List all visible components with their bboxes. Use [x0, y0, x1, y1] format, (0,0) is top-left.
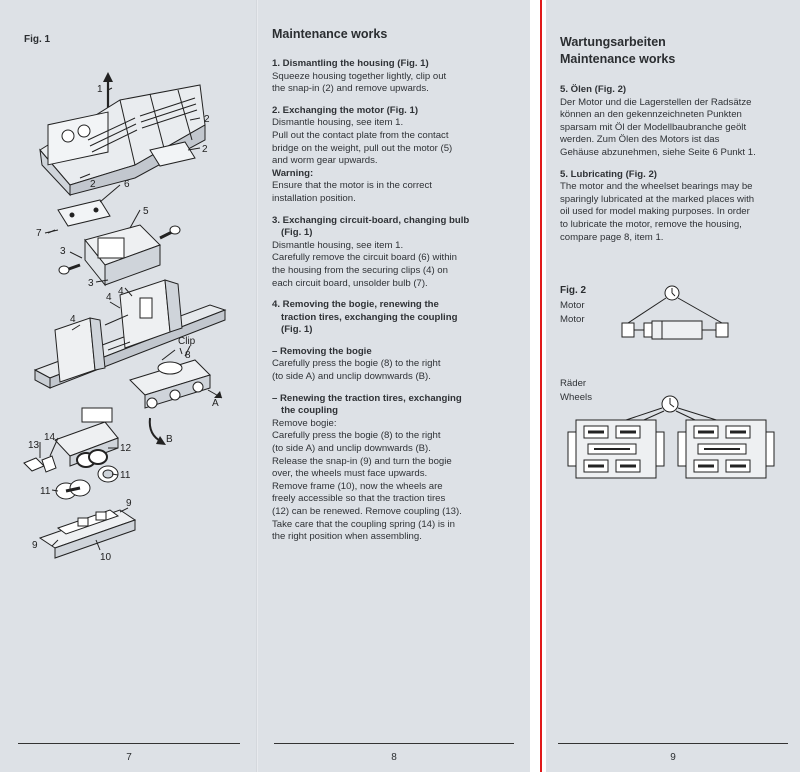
section-heading-line: traction tires, exchanging the coupling [281, 311, 458, 323]
body-text-line: and worm gear upwards. [272, 155, 378, 167]
callout-label: A [212, 398, 219, 409]
locomotive-housing [40, 85, 205, 195]
section-heading-line: – Renewing the traction tires, exchanging [272, 392, 462, 404]
page-9-rule [558, 743, 788, 744]
callout-label: 2 [202, 144, 208, 155]
body-text-line: (to side A) and unclip downwards (B). [272, 443, 431, 455]
right-bogie-plan [678, 420, 774, 478]
section-heading-line: (Fig. 1) [281, 324, 313, 336]
body-text-line: Carefully remove the circuit board (6) within [272, 252, 458, 264]
body-text-line: Remove frame (10), now the wheels are [272, 480, 443, 492]
page-9-body [560, 84, 796, 244]
callout-label: 7 [36, 228, 42, 239]
body-text-line: sparingly lubricated at the marked places with [560, 193, 755, 205]
bogie-8 [130, 346, 222, 445]
page-number-7: 7 [126, 752, 132, 763]
callout-label: Clip [178, 336, 196, 347]
body-text-line: oil used for model making purposes. In order [560, 206, 750, 218]
page-number-8: 8 [391, 752, 397, 763]
page-boundary-line [540, 0, 542, 772]
body-text-line: Carefully press the bogie (8) to the right [272, 430, 441, 442]
body-text-line: the right position when assembling. [272, 531, 422, 543]
body-text-line: Remove bogie: [272, 417, 337, 429]
paragraph-spacer [272, 290, 522, 299]
section-heading-line: Warning: [272, 167, 314, 179]
paragraph-spacer [560, 160, 796, 169]
page-8-rule [274, 743, 514, 744]
page-8-body [272, 58, 522, 544]
section-heading-line: (Fig. 1) [281, 227, 313, 239]
wheelset-lubrication-diagram [564, 390, 800, 482]
callout-label: 2 [90, 179, 96, 190]
body-text-line: to lubricate the motor, remove the housing, [560, 218, 742, 230]
body-text-line: Gehäuse abzunehmen, siehe Seite 6 Punkt 1. [560, 146, 756, 158]
callout-label: 11 [120, 470, 131, 481]
body-text-line: Dismantle housing, see item 1. [272, 239, 404, 251]
section-heading-line: – Removing the bogie [272, 345, 372, 357]
callout-label: 9 [126, 498, 132, 509]
paragraph-spacer [272, 96, 522, 105]
page-9-title-de: Wartungsarbeiten [560, 35, 666, 49]
page-7 [0, 0, 258, 772]
body-text-line: (12) can be renewed. Remove coupling (13). [272, 506, 462, 517]
body-text-line: Pull out the contact plate from the contact [272, 129, 449, 141]
callout-label: 10 [100, 552, 112, 563]
bogie-frame-10 [40, 510, 135, 558]
body-text-line: the snap-in (2) and remove upwards. [272, 83, 429, 95]
page-9-title-en: Maintenance works [560, 52, 676, 66]
callout-label: 14 [44, 432, 56, 443]
paragraph-spacer [272, 337, 522, 346]
body-text-line: Der Motor und die Lagerstellen der Radsätze [560, 96, 752, 108]
body-text-line: Dismantle housing, see item 1. [272, 117, 404, 129]
callout-label: 4 [118, 286, 124, 297]
body-text-line: werden. Zum Ölen des Motors ist das [560, 134, 720, 146]
motor-label-de: Motor [560, 300, 585, 311]
section-heading-line: 2. Exchanging the motor (Fig. 1) [272, 104, 419, 116]
page-9 [546, 0, 800, 772]
section-heading-line: 1. Dismantling the housing (Fig. 1) [272, 58, 429, 69]
body-text-line: over, the wheels must face upwards. [272, 468, 428, 480]
callout-label: 11 [40, 486, 51, 497]
paragraph-spacer [272, 384, 522, 393]
callout-label: 5 [143, 206, 149, 217]
callout-label: 4 [70, 314, 76, 325]
callout-label: 2 [204, 114, 210, 125]
section-heading-line: 5. Ölen (Fig. 2) [560, 84, 627, 95]
section-heading-line: the coupling [281, 405, 339, 417]
callout-label: 13 [28, 440, 40, 451]
body-text-line: each circuit board, unsolder bulb (7). [272, 277, 428, 289]
body-text-line: Squeeze housing together lightly, clip out [272, 70, 447, 82]
wheels-label-de: Räder [560, 378, 587, 389]
body-text-line: the housing from the securing clips (4) on [272, 264, 448, 276]
paragraph-spacer [272, 206, 522, 215]
body-text-line: Take care that the coupling spring (14) is in [272, 518, 455, 530]
page-number-9: 9 [670, 752, 676, 763]
page-7-rule [18, 743, 240, 744]
body-text-line: The motor and the wheelset bearings may be [560, 181, 753, 193]
body-text-line: installation position. [272, 192, 356, 204]
left-bogie-plan [568, 420, 664, 478]
wheels-label-en: Wheels [560, 392, 592, 403]
body-text-line: können an den gekennzeichneten Punkten [560, 109, 742, 121]
body-text-line: sparsam mit Öl der Modellbaubranche geölt [560, 121, 747, 133]
page-8 [258, 0, 530, 772]
body-text-line: (to side A) and unclip downwards (B). [272, 371, 431, 383]
callout-label: 1 [97, 84, 103, 95]
motor-label-en: Motor [560, 314, 585, 325]
motor-lubrication-diagram [614, 285, 744, 345]
callout-label: 6 [124, 179, 130, 190]
callout-label: 3 [60, 246, 66, 257]
callout-label: 12 [120, 443, 132, 454]
section-heading-line: 3. Exchanging circuit-board, changing bulb [272, 214, 470, 226]
callout-label: 8 [185, 350, 191, 361]
body-text-line: Release the snap-in (9) and turn the bogie [272, 455, 452, 467]
body-text-line: Carefully press the bogie (8) to the right [272, 358, 441, 370]
body-text-line: freely accessible so that the traction tires [272, 493, 446, 505]
motor-assembly [59, 225, 180, 285]
callout-label: 9 [32, 540, 38, 551]
callout-label: B [166, 434, 173, 445]
page-8-title: Maintenance works [272, 27, 388, 41]
exploded-view-diagram [0, 70, 258, 630]
body-text-line: bridge on the weight, pull out the motor (5) [272, 142, 453, 154]
callout-label: 3 [88, 278, 94, 289]
section-heading-line: 4. Removing the bogie, renewing the [272, 299, 439, 311]
body-text-line: compare page 8, item 1. [560, 231, 664, 243]
callout-label: 4 [106, 292, 112, 303]
section-heading-line: 5. Lubricating (Fig. 2) [560, 168, 658, 180]
body-text-line: Ensure that the motor is in the correct [272, 180, 432, 192]
spread-gap [530, 0, 546, 772]
fig2-label: Fig. 2 [560, 285, 587, 296]
fig1-label: Fig. 1 [24, 34, 51, 45]
